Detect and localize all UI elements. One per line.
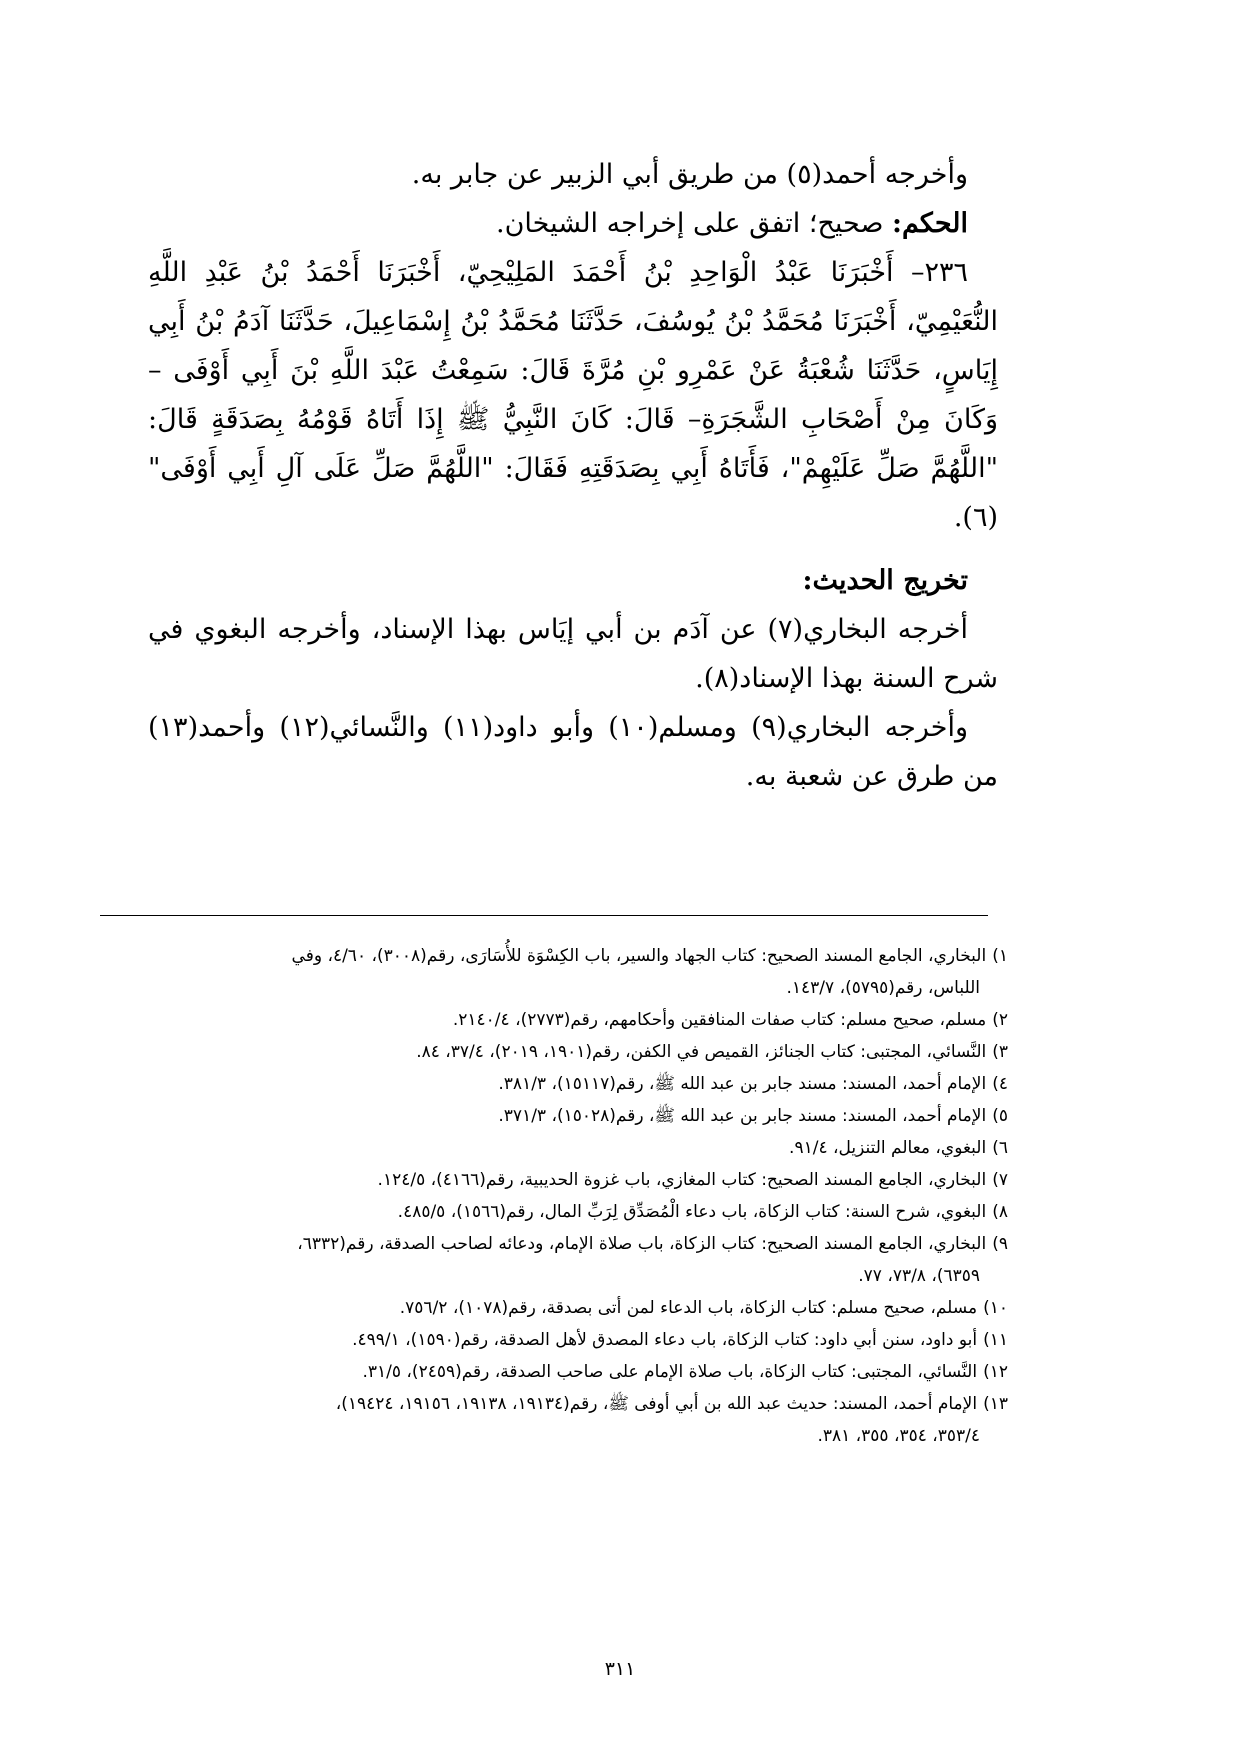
footnote-item: ٤)الإمام أحمد، المسند: مسند جابر بن عبد الله ﷺ، رقم(١٥١١٧)، ٣٨١/٣.: [498, 1074, 1008, 1094]
main-text: [148, 150, 998, 801]
hadith-text: ٢٣٦– أَخْبَرَنَا عَبْدُ الْوَاحِدِ بْنُ أَحْمَدَ المَلِيْحِيّ، أَخْبَرَنَا أَحْمَدُ بْنُ عَبْدِ اللَّهِ النُّعَيْمِيّ، أَخْبَرَنَا مُحَمَّدُ بْنُ يُوسُفَ، حَدَّثَنَا مُحَمَّدُ بْنُ إِسْمَاعِيلَ، حَدَّثَنَا آدَمُ بْنُ أَبِي إِيَاسٍ، حَدَّثَنَا شُعْبَةُ عَنْ عَمْرِو بْنِ مُرَّةَ قَالَ: سَمِعْتُ عَبْدَ اللَّهِ بْنَ أَبِي أَوْفَى –وَكَانَ مِنْ أَصْحَابِ الشَّجَرَةِ– قَالَ: كَانَ النَّبِيُّ ﷺ إِذَا أَتَاهُ قَوْمُهُ بِصَدَقَةٍ قَالَ: "اللَّهُمَّ صَلِّ عَلَيْهِمْ"، فَأَتَاهُ أَبِي بِصَدَقَتِهِ فَقَالَ: "اللَّهُمَّ صَلِّ عَلَى آلِ أَبِي أَوْفَى"(٦).: [148, 257, 998, 533]
page-number: ٣١١: [604, 1658, 636, 1680]
takhrij-paragraph-2: وأخرجه البخاري(٩) ومسلم(١٠) وأبو داود(١١) والنَّسائي(١٢) وأحمد(١٣) من طرق عن شعبة به.: [148, 712, 998, 792]
footnote-item: ٧)البخاري، الجامع المسند الصحيح: كتاب المغازي، باب غزوة الحديبية، رقم(٤١٦٦)، ١٢٤/٥.: [377, 1170, 1008, 1190]
footnote-item: ١٣)الإمام أحمد، المسند: حديث عبد الله بن أبي أوفى ﷺ، رقم(١٩١٣٤، ١٩١٣٨، ١٩١٥٦، ١٩٤٢٤)، ٣٥٣/٤، ٣٥٤، ٣٥٥، ٣٨١.: [335, 1394, 1008, 1446]
footnote-item: ١١)أبو داود، سنن أبي داود: كتاب الزكاة، باب دعاء المصدق لأهل الصدقة، رقم(١٥٩٠)، ٤٩٩/١.: [352, 1330, 1008, 1350]
footnote-item: ١٢)النَّسائي، المجتبى: كتاب الزكاة، باب صلاة الإمام على صاحب الصدقة، رقم(٢٤٥٩)، ٣١/٥.: [362, 1362, 1008, 1382]
footnote-item: ٢)مسلم، صحيح مسلم: كتاب صفات المنافقين وأحكامهم، رقم(٢٧٧٣)، ٢١٤٠/٤.: [452, 1010, 1008, 1030]
footnote-item: ٣)النَّسائي، المجتبى: كتاب الجنائز، القميص في الكفن، رقم(١٩٠١، ٢٠١٩)، ٣٧/٤، ٨٤.: [416, 1042, 1008, 1062]
footnote-item: ١٠)مسلم، صحيح مسلم: كتاب الزكاة، باب الدعاء لمن أتى بصدقة، رقم(١٠٧٨)، ٧٥٦/٢.: [399, 1298, 1008, 1318]
footnote-item: ٩)البخاري، الجامع المسند الصحيح: كتاب الزكاة، باب صلاة الإمام، ودعائه لصاحب الصدقة، رقم(٦٣٣٢، ٦٣٥٩)، ٧٣/٨، ٧٧.: [297, 1234, 1008, 1286]
takhrij-heading: تخريج الحديث:: [802, 565, 968, 596]
verdict-label: الحكم:: [891, 208, 968, 239]
verdict-text: صحيح؛ اتفق على إخراجه الشيخان.: [496, 208, 884, 239]
footnote-separator: [100, 915, 988, 916]
footnote-item: ٦)البغوي، معالم التنزيل، ٩١/٤.: [789, 1138, 1008, 1158]
footnotes: [140, 940, 1008, 1452]
footnote-item: ٥)الإمام أحمد، المسند: مسند جابر بن عبد الله ﷺ، رقم(١٥٠٢٨)، ٣٧١/٣.: [498, 1106, 1008, 1126]
verdict-line: [148, 199, 998, 248]
takhrij-paragraph-1: أخرجه البخاري(٧) عن آدَم بن أبي إيَاس بهذا الإسناد، وأخرجه البغوي في شرح السنة بهذا الإسناد(٨).: [148, 614, 998, 694]
footnote-item: ٨)البغوي، شرح السنة: كتاب الزكاة، باب دعاء الْمُصَدِّق لِرَبِّ المال، رقم(١٥٦٦)، ٤٨٥/٥.: [397, 1202, 1008, 1222]
paragraph-ahmad-reference: وأخرجه أحمد(٥) من طريق أبي الزبير عن جابر به.: [411, 159, 968, 190]
footnote-item: ١)البخاري، الجامع المسند الصحيح: كتاب الجهاد والسير، باب الكِسْوَة للأُسَارَى، رقم(٣٠٠٨)، ٤/٦٠، وفي اللباس، رقم(٥٧٩٥)، ١٤٣/٧.: [291, 946, 1008, 998]
